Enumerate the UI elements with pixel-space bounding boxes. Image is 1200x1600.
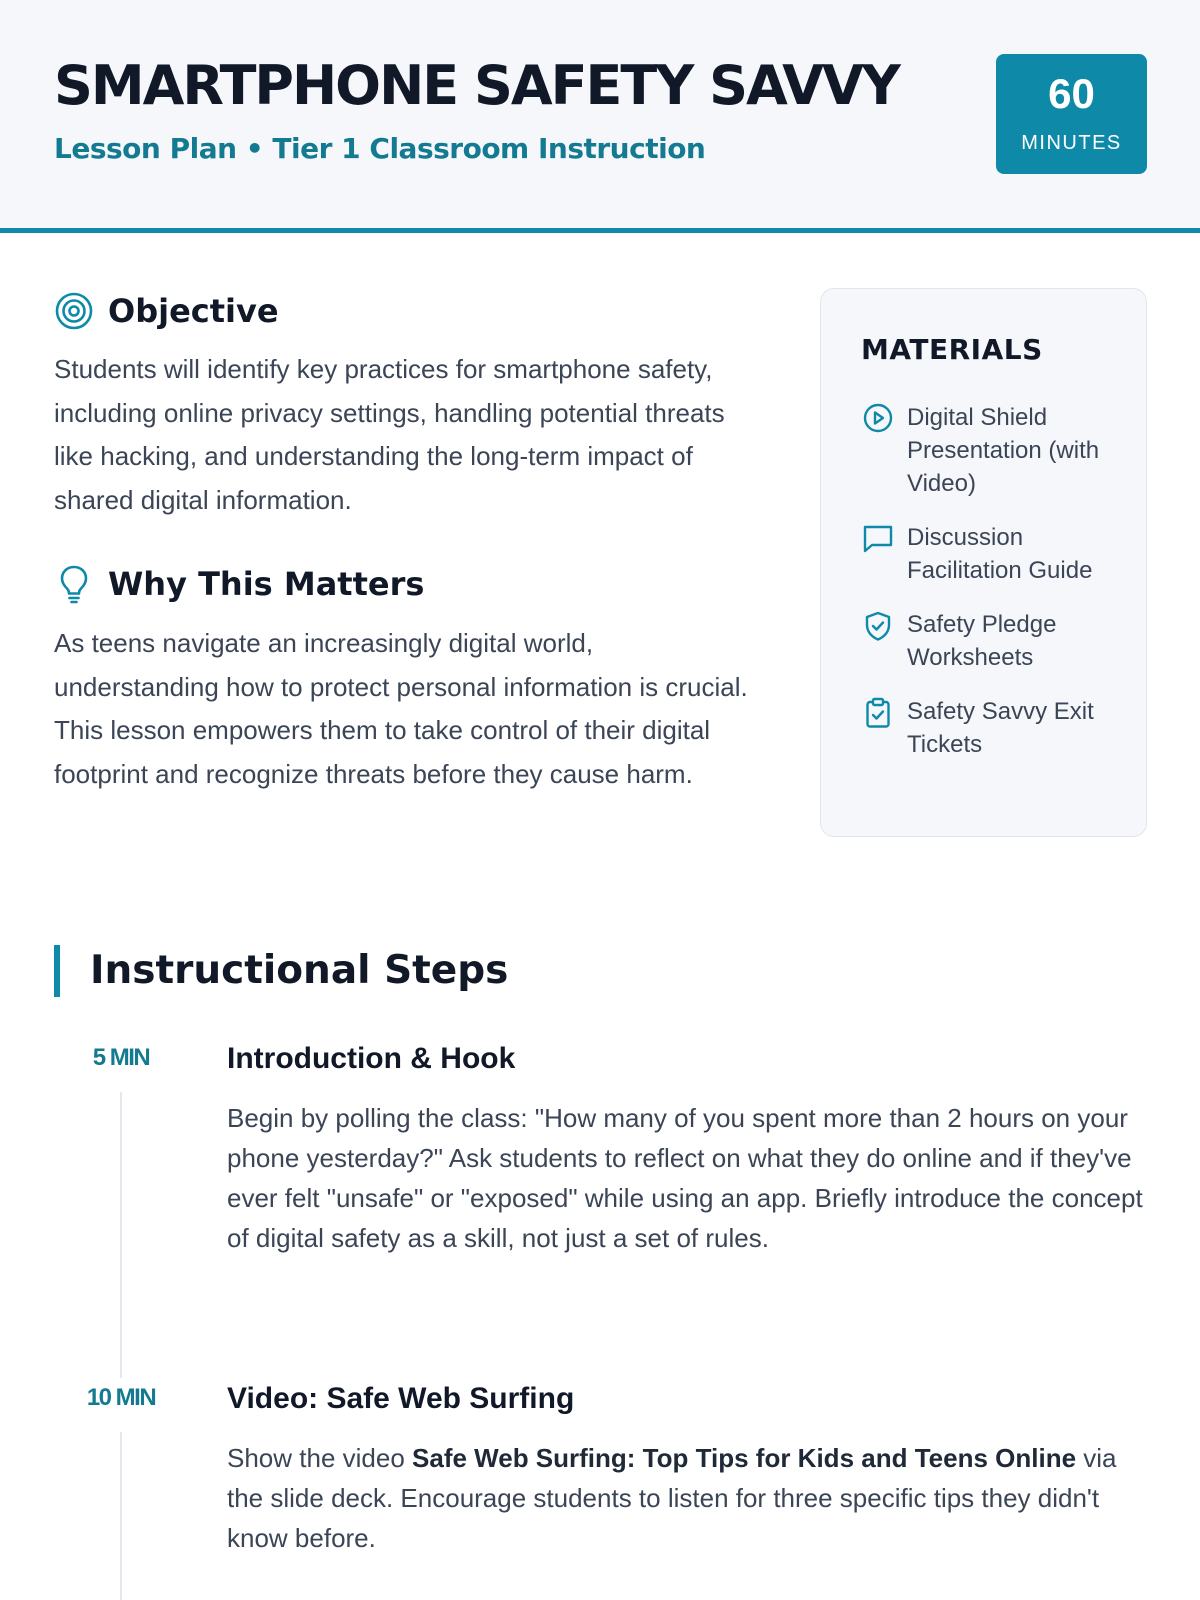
material-item <box>861 695 1131 761</box>
step-desc-text: Show the video <box>227 1443 413 1473</box>
material-item <box>861 521 1131 587</box>
step-timeline-line <box>120 1092 122 1378</box>
why-text: As teens navigate an increasingly digital world, understanding how to protect personal information is crucial. This lesson empowers them to take control of their digital footprint and recognize threats before they cause harm. <box>54 628 748 789</box>
materials-panel <box>820 288 1147 837</box>
step-description <box>227 1438 1147 1558</box>
clipboard-check-icon <box>861 695 895 729</box>
play-circle-icon <box>861 401 895 435</box>
step-time: 10 MIN <box>86 1384 156 1411</box>
why-heading <box>54 562 424 606</box>
objective-text: Students will identify key practices for smartphone safety, including online privacy settings, handling potential threats like hacking, and understanding the long-term impact of shared digital information. <box>54 354 725 515</box>
duration-unit: MINUTES <box>1021 132 1122 154</box>
page-title: SMARTPHONE SAFETY SAVVY <box>54 54 899 117</box>
material-label: Safety Pledge Worksheets <box>907 611 1057 671</box>
material-item <box>861 401 1131 500</box>
step-title: Introduction & Hook <box>227 1042 516 1075</box>
material-label: Discussion Facilitation Guide <box>907 524 1093 584</box>
step-description: Begin by polling the class: "How many of you spent more than 2 hours on your phone yesterday?" Ask students to reflect on what they do online and if they've ever felt "unsafe" or "exposed" while using an app. Briefly introduce the concept of digital safety as a skill, not just a set of rules. <box>227 1103 1143 1253</box>
duration-value: 60 <box>1048 70 1095 117</box>
step-title: Video: Safe Web Surfing <box>227 1382 575 1415</box>
page-subtitle: Lesson Plan • Tier 1 Classroom Instruction <box>54 132 706 165</box>
duration-badge <box>996 54 1147 174</box>
material-label: Digital Shield Presentation (with Video) <box>907 404 1100 497</box>
materials-title: MATERIALS <box>861 333 1043 366</box>
chat-bubble-icon <box>861 521 895 555</box>
material-label: Safety Savvy Exit Tickets <box>907 698 1094 758</box>
step-desc-text: via the slide deck. Encourage students to listen for three specific tips they didn't know before. <box>227 1443 1117 1553</box>
objective-heading-text: Objective <box>108 292 279 330</box>
objective-heading <box>54 289 279 333</box>
target-icon <box>54 291 94 331</box>
page-header <box>0 0 1200 233</box>
why-heading-text: Why This Matters <box>108 565 425 603</box>
steps-heading: Instructional Steps <box>54 945 508 997</box>
material-item <box>861 608 1131 674</box>
shield-check-icon <box>861 608 895 642</box>
step-time: 5 MIN <box>92 1044 150 1071</box>
step-timeline-line <box>120 1432 122 1600</box>
lightbulb-icon <box>54 564 94 604</box>
video-title: Safe Web Surfing: Top Tips for Kids and Teens Online <box>412 1443 1077 1473</box>
